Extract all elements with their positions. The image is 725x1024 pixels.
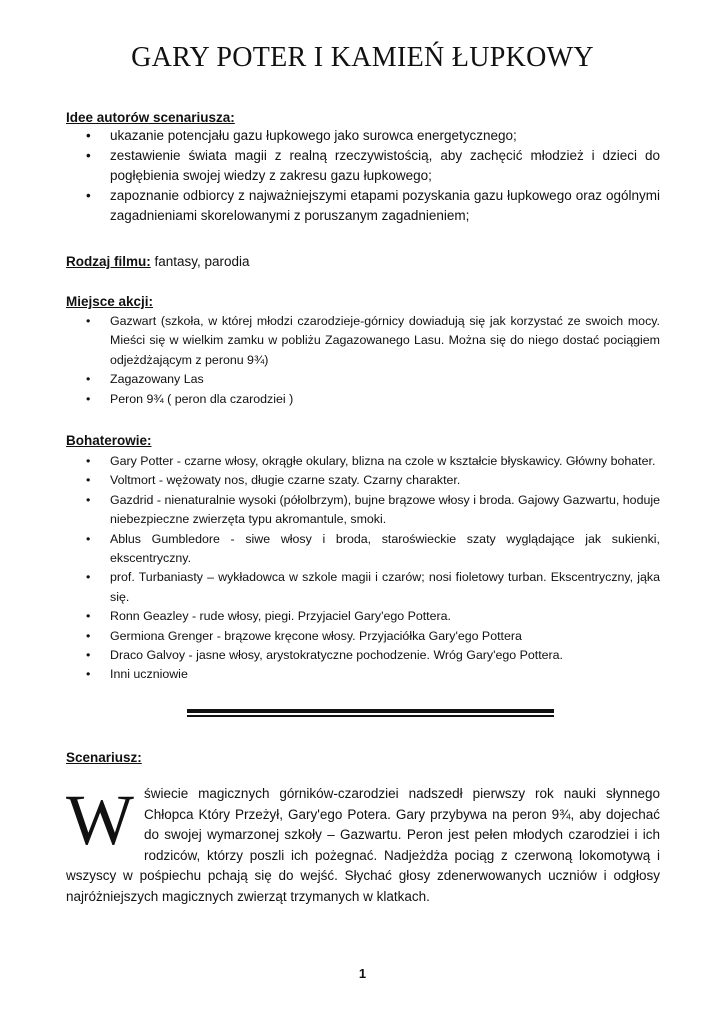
heroes-list [66,452,660,685]
genre-value: fantasy, parodia [150,254,250,269]
list-item: • Gary Potter - czarne włosy, okrągłe okulary, blizna na czole w kształcie błyskawicy. Główny bohater. [66,452,660,471]
script-paragraph [66,780,660,908]
list-item: • Peron 9¾ ( peron dla czarodziei ) [66,390,660,409]
list-item: • Ronn Geazley - rude włosy, piegi. Przyjaciel Gary'ego Pottera. [66,607,660,626]
places-list [66,312,660,409]
divider-thin-line [187,715,554,717]
script-text: świecie magicznych górników-czarodziei nadszedł pierwszy rok nauki słynnego Chłopca Który Przeżył, Gary'ego Potera. Gary przybywa na peron 9¾, aby dojechać do swojej wymarzonej szkoły – Gazwartu. Peron jest pełen młodych czarodziei i ich rodziców, którzy poszli ich pożegnać. Nadjeżdża pociąg z czerwoną lokomotywą i wszyscy w pośpiechu pchają się do wejść. Słychać głosy zdenerwowanych uczniów i odgłosy najróżniejszych magicznych zwierząt trzymanych w klatkach. [66,786,660,904]
genre-row [66,254,250,269]
list-item: • Voltmort - wężowaty nos, długie czarne szaty. Czarny charakter. [66,471,660,490]
divider-thick-line [187,709,554,713]
section-divider [187,709,554,717]
list-item: • ukazanie potencjału gazu łupkowego jako surowca energetycznego; [66,126,660,146]
drop-cap: W [66,780,134,860]
list-item: • Gazdrid - nienaturalnie wysoki (półolbrzym), bujne brązowe włosy i broda. Gajowy Gazwartu, hoduje niebezpieczne zwierzęta typu akromantule, smoki. [66,491,660,530]
list-item: • prof. Turbaniasty – wykładowca w szkole magii i czarów; nosi fioletowy turban. Ekscentryczny, jąka się. [66,568,660,607]
document-title: GARY POTER I KAMIEŃ ŁUPKOWY [131,42,594,73]
list-item: • zapoznanie odbiorcy z najważniejszymi etapami pozyskania gazu łupkowego oraz ogólnymi zagadnieniami skorelowanymi z poruszanym zagadnieniem; [66,186,660,226]
list-item: • Zagazowany Las [66,370,660,389]
list-item: • Ablus Gumbledore - siwe włosy i broda, staroświeckie szaty wyglądające jak sukienki, ekscentryczny. [66,530,660,569]
ideas-list [66,126,660,226]
heroes-heading: Bohaterowie: [66,433,152,448]
script-heading: Scenariusz: [66,750,142,765]
places-heading: Miejsce akcji: [66,294,154,309]
list-item: • zestawienie świata magii z realną rzeczywistością, aby zachęcić młodzież i dzieci do pogłębienia swojej wiedzy z zakresu gazu łupkowego; [66,146,660,186]
list-item: • Inni uczniowie [66,665,660,684]
list-item: • Germiona Grenger - brązowe kręcone włosy. Przyjaciółka Gary'ego Pottera [66,627,660,646]
list-item: • Draco Galvoy - jasne włosy, arystokratyczne pochodzenie. Wróg Gary'ego Pottera. [66,646,660,665]
list-item: • Gazwart (szkoła, w której młodzi czarodzieje-górnicy dowiadują się jak korzystać ze swoich mocy. Mieści się w wielkim zamku w pobliżu Zagazowanego Lasu. Można się do niego dostać pociągiem odjeżdżającym z peronu 9¾) [66,312,660,370]
genre-label: Rodzaj filmu: [66,254,151,269]
ideas-heading: Idee autorów scenariusza: [66,110,235,125]
page-number: 1 [358,966,367,981]
